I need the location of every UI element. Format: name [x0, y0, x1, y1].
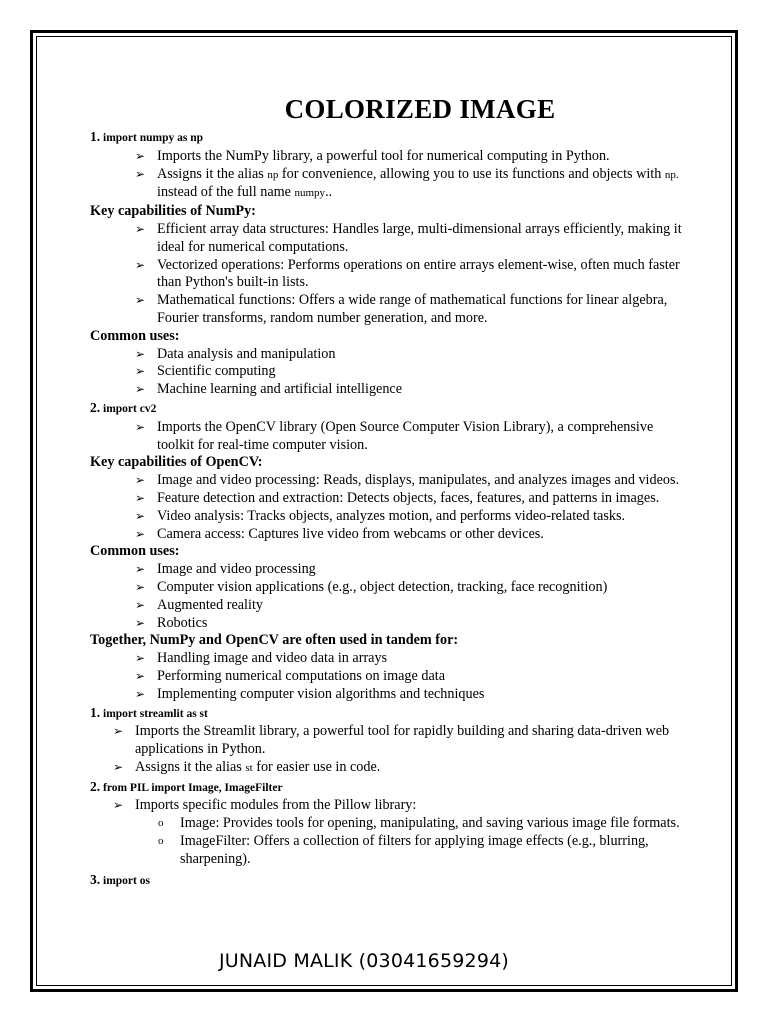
- list-item: ➢ Scientific computing: [135, 363, 276, 380]
- section-heading: Key capabilities of OpenCV:: [90, 454, 263, 471]
- cv2-import-bullets: [90, 419, 690, 455]
- arrow-bullet-icon: ➢: [135, 651, 146, 666]
- numpy-uses-list: [90, 346, 690, 399]
- section-heading: Common uses:: [90, 543, 180, 560]
- list-item: ➢ Assigns it the alias np for convenience, allowing you to use its functions and objects with np. instead of the full name numpy..: [135, 165, 679, 201]
- list-item: ➢ Computer vision applications (e.g., object detection, tracking, face recognition): [135, 578, 608, 595]
- list-item: o ImageFilter: Offers a collection of filters for applying image effects (e.g., blurring, sharpening).: [158, 833, 649, 867]
- list-item: ➢ Imports the Streamlit library, a powerful tool for rapidly building and sharing data-driven web applications in Python.: [113, 723, 670, 758]
- pil-module-sublist: [90, 815, 690, 868]
- list-item: ➢ Imports the NumPy library, a powerful tool for numerical computing in Python.: [135, 147, 610, 164]
- list-item: ➢ Data analysis and manipulation: [135, 345, 336, 362]
- author-footer: [0, 950, 768, 972]
- heading-code: import os: [103, 874, 150, 887]
- arrow-bullet-icon: ➢: [135, 166, 146, 181]
- section-heading: Together, NumPy and OpenCV are often used in tandem for:: [90, 632, 459, 649]
- list-item: o Image: Provides tools for opening, manipulating, and saving various image file formats.: [158, 815, 680, 832]
- arrow-bullet-icon: ➢: [135, 382, 146, 397]
- list-item: ➢ Assigns it the alias st for easier use in code.: [113, 758, 381, 775]
- document-title: COLORIZED IMAGE: [284, 94, 556, 124]
- heading-number: 1.: [90, 704, 101, 720]
- arrow-bullet-icon: ➢: [135, 597, 146, 612]
- arrow-bullet-icon: ➢: [135, 615, 146, 630]
- section-heading: Common uses:: [90, 327, 180, 344]
- arrow-bullet-icon: ➢: [135, 364, 146, 379]
- heading-code: import numpy as np: [103, 132, 204, 144]
- list-item: ➢ Performing numerical computations on image data: [135, 667, 446, 684]
- list-item: ➢ Imports specific modules from the Pillow library:: [113, 797, 417, 814]
- list-item: ➢ Feature detection and extraction: Detects objects, faces, features, and patterns in images.: [135, 489, 660, 506]
- arrow-bullet-icon: ➢: [135, 148, 146, 163]
- list-item: ➢ Mathematical functions: Offers a wide range of mathematical functions for linear algebra, Fourier transforms, random number generation, and more.: [135, 292, 668, 326]
- streamlit-import-bullets: [90, 723, 690, 777]
- arrow-bullet-icon: ➢: [135, 579, 146, 594]
- heading-number: 1.: [90, 129, 101, 144]
- arrow-bullet-icon: ➢: [135, 562, 146, 577]
- arrow-bullet-icon: ➢: [135, 346, 146, 361]
- arrow-bullet-icon: ➢: [135, 419, 146, 434]
- arrow-bullet-icon: ➢: [113, 724, 124, 739]
- code-heading-cv2: [90, 399, 690, 419]
- pil-import-bullets: [90, 797, 690, 815]
- list-item: ➢ Vectorized operations: Performs operations on entire arrays element-wise, often much faster than Python's built-in lists.: [135, 256, 680, 291]
- circle-bullet-icon: o: [158, 835, 164, 848]
- code-heading-pil: [90, 778, 690, 798]
- numpy-capabilities-list: [90, 221, 690, 328]
- arrow-bullet-icon: ➢: [135, 490, 146, 505]
- list-item: ➢ Machine learning and artificial intelligence: [135, 381, 403, 398]
- arrow-bullet-icon: ➢: [113, 759, 124, 774]
- heading-code: import cv2: [103, 402, 157, 415]
- arrow-bullet-icon: ➢: [135, 668, 146, 683]
- list-item: ➢ Image and video processing: Reads, displays, manipulates, and analyzes images and videos.: [135, 472, 680, 489]
- arrow-bullet-icon: ➢: [135, 221, 146, 236]
- list-item: ➢ Efficient array data structures: Handles large, multi-dimensional arrays efficiently, making it ideal for numerical computations.: [135, 220, 682, 255]
- section-heading: Key capabilities of NumPy:: [90, 203, 256, 220]
- author-name: JUNAID MALIK (03041659294): [218, 950, 510, 972]
- document-body: [90, 92, 690, 890]
- opencv-capabilities-list: [90, 472, 690, 543]
- circle-bullet-icon: o: [158, 817, 164, 830]
- heading-number: 2.: [90, 778, 101, 794]
- list-item: ➢ Robotics: [135, 614, 208, 631]
- list-item: ➢ Imports the OpenCV library (Open Source Computer Vision Library), a comprehensive toolkit for real-time computer vision.: [135, 418, 654, 453]
- arrow-bullet-icon: ➢: [113, 798, 124, 813]
- heading-code: from PIL import Image, ImageFilter: [103, 781, 283, 794]
- arrow-bullet-icon: ➢: [135, 508, 146, 523]
- numpy-import-bullets: [90, 148, 690, 203]
- arrow-bullet-icon: ➢: [135, 257, 146, 272]
- list-item: ➢ Implementing computer vision algorithms and techniques: [135, 685, 485, 702]
- list-item: ➢ Camera access: Captures live video from webcams or other devices.: [135, 525, 544, 542]
- heading-code: import streamlit as st: [103, 707, 208, 720]
- heading-number: 2.: [90, 399, 101, 415]
- heading-number: 3.: [90, 871, 101, 887]
- code-heading-numpy: [90, 128, 690, 148]
- opencv-uses-list: [90, 561, 690, 632]
- list-item: ➢ Handling image and video data in arrays: [135, 650, 388, 667]
- list-item: ➢ Image and video processing: [135, 561, 316, 578]
- arrow-bullet-icon: ➢: [135, 526, 146, 541]
- arrow-bullet-icon: ➢: [135, 473, 146, 488]
- together-list: [90, 650, 690, 703]
- arrow-bullet-icon: ➢: [135, 686, 146, 701]
- code-heading-os: [90, 871, 690, 891]
- code-heading-streamlit: [90, 704, 690, 724]
- arrow-bullet-icon: ➢: [135, 293, 146, 308]
- list-item: ➢ Video analysis: Tracks objects, analyzes motion, and performs video-related tasks.: [135, 507, 626, 524]
- list-item: ➢ Augmented reality: [135, 596, 263, 613]
